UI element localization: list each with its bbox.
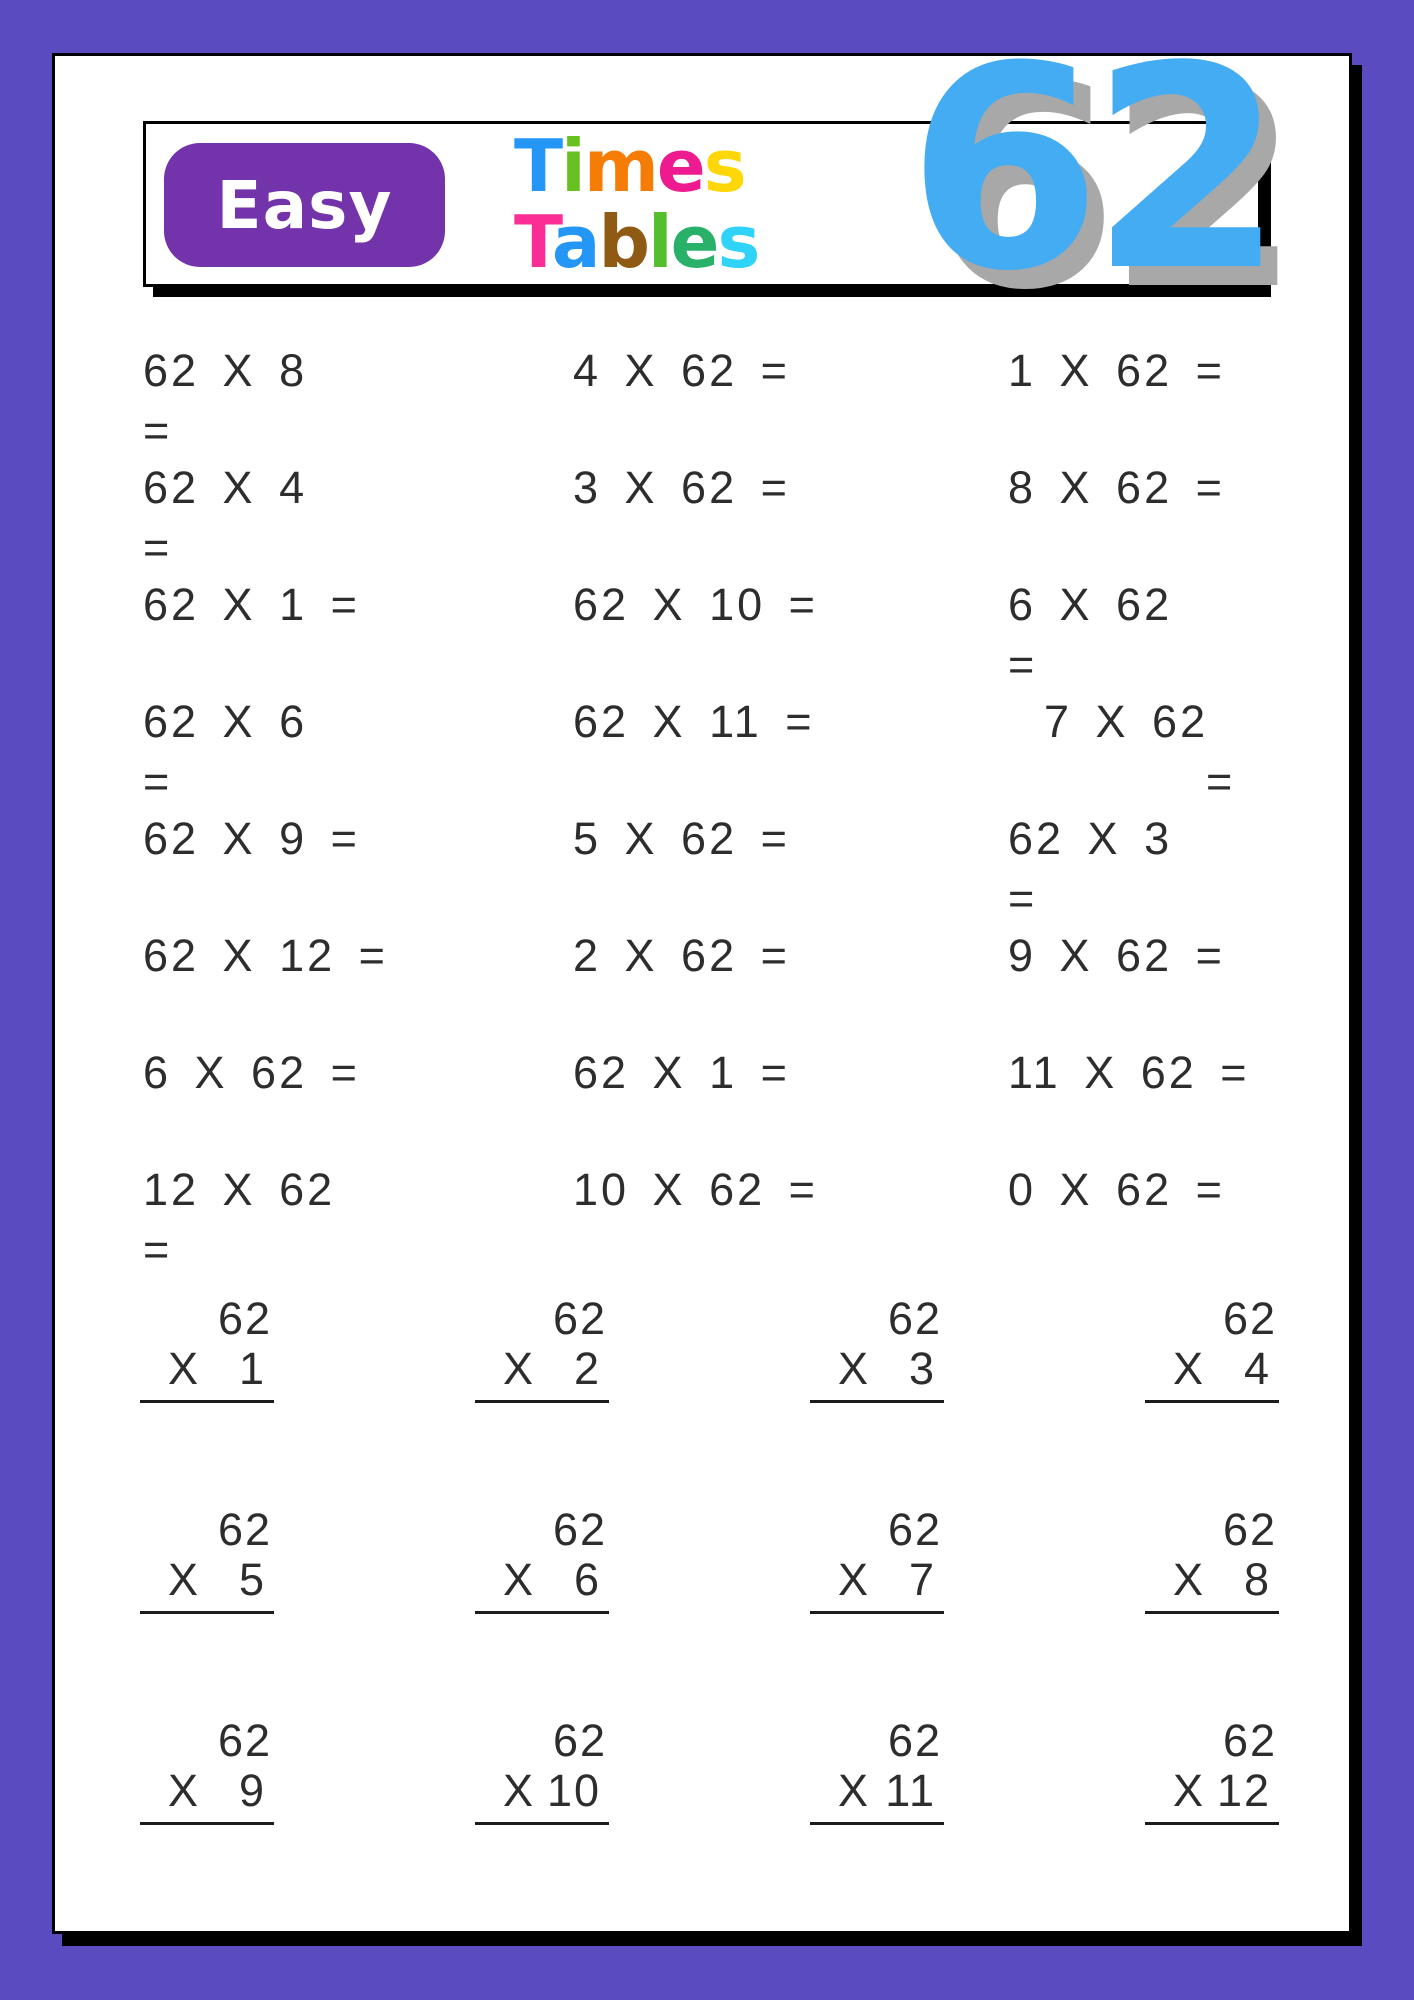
problem-text: 1 X 62 = [1008,345,1225,396]
logo-letter: l [647,200,671,284]
problem-text: 62 X 8 [143,345,308,396]
multiply-operator: X [503,1765,536,1816]
logo-letter: a [551,200,599,284]
answer-line [475,1822,609,1825]
multiplication-problem [573,926,1008,1043]
problem-text: 62 X 3 [1008,813,1173,864]
problem-text: 12 X 62 [143,1164,336,1215]
problem-text: 62 X 6 [143,696,308,747]
multiplier: 7 [908,1554,936,1605]
multiplier: 3 [908,1343,936,1394]
multiplication-problem [143,458,573,575]
problem-text: 62 X 10 = [573,579,818,630]
multiply-operator: X [503,1343,536,1394]
multiplication-problem [573,458,1008,575]
answer-line [140,1611,274,1614]
equals-sign: = [143,756,173,807]
multiplication-problem [573,692,1008,809]
logo-letter: T [514,200,552,284]
logo-letter: i [561,124,584,208]
vertical-multiplication-problem [810,1716,944,1927]
logo-letter: e [670,200,718,284]
multiply-operator: X [838,1343,871,1394]
worksheet-page [52,7,1352,1934]
vertical-multiplication-problem [1145,1294,1279,1505]
problem-text: 6 X 62 = [143,1047,360,1098]
top-operand: 62 [552,1293,607,1344]
multiplier: 6 [573,1554,601,1605]
problem-text: 62 X 12 = [143,930,388,981]
top-operand: 62 [552,1504,607,1555]
table-number: 62 [907,7,1273,333]
problem-text: 62 X 11 = [573,696,815,747]
multiplier: 8 [1243,1554,1271,1605]
problem-text: 62 X 4 [143,462,308,513]
answer-line [1145,1822,1279,1825]
answer-line [475,1611,609,1614]
multiply-operator: X [168,1554,201,1605]
vertical-multiplication-problem [1145,1716,1279,1927]
equals-sign: = [143,522,173,573]
problem-text: 3 X 62 = [573,462,790,513]
vertical-multiplication-problem [140,1716,274,1927]
problem-text: 62 X 1 = [573,1047,790,1098]
problem-text: 5 X 62 = [573,813,790,864]
operator-row [475,1555,609,1605]
top-operand: 62 [1222,1293,1277,1344]
operator-row [1145,1555,1279,1605]
multiplication-problem [573,1043,1008,1160]
operator-row [810,1766,944,1816]
problem-text: 6 X 62 [1008,579,1173,630]
top-operand: 62 [552,1715,607,1766]
multiplication-problem [143,926,573,1043]
multiplier: 4 [1243,1343,1271,1394]
easy-badge [164,143,445,267]
problem-text: 9 X 62 = [1008,930,1225,981]
multiplier: 5 [238,1554,266,1605]
equals-sign: = [143,1224,173,1275]
multiply-operator: X [1173,1765,1206,1816]
answer-line [810,1822,944,1825]
answer-line [1145,1611,1279,1614]
multiplication-problem [1008,692,1353,809]
answer-line [810,1400,944,1403]
multiplication-problem [573,341,1008,458]
multiply-operator: X [838,1765,871,1816]
multiply-operator: X [1173,1554,1206,1605]
top-operand: 62 [887,1293,942,1344]
multiplication-problem [573,809,1008,926]
problem-text: 10 X 62 = [573,1164,818,1215]
vertical-multiplication-problem [475,1294,609,1505]
operator-row [1145,1344,1279,1394]
top-operand: 62 [1222,1715,1277,1766]
multiplication-problem [143,341,573,458]
multiply-operator: X [838,1554,871,1605]
logo-word [514,200,759,284]
multiplication-problem [143,809,573,926]
multiply-operator: X [503,1554,536,1605]
multiplication-problem [1008,809,1353,926]
answer-line [1145,1400,1279,1403]
operator-row [140,1344,274,1394]
answer-line [810,1611,944,1614]
problem-text: 62 X 1 = [143,579,360,630]
multiplication-problem [1008,1043,1353,1160]
problem-text: 11 X 62 = [1008,1047,1250,1098]
times-tables-logo [514,124,759,284]
equals-sign: = [1008,639,1038,690]
multiplier: 12 [1216,1765,1271,1816]
vertical-multiplication-problem [140,1294,274,1505]
multiplication-problem [1008,1160,1353,1277]
problem-text: 7 X 62 [1044,696,1209,747]
multiply-operator: X [168,1343,201,1394]
operator-row [140,1766,274,1816]
multiplication-problem [1008,575,1353,692]
multiplication-problem [143,692,573,809]
vertical-problems-grid [140,1294,1414,1927]
operator-row [140,1555,274,1605]
logo-letter: e [656,124,704,208]
multiplication-problem [1008,341,1353,458]
multiply-operator: X [168,1765,201,1816]
vertical-multiplication-problem [1145,1505,1279,1716]
multiplier: 11 [885,1765,936,1816]
multiplication-problem [1008,926,1353,1043]
multiplication-problem [1008,458,1353,575]
vertical-multiplication-problem [810,1505,944,1716]
multiply-operator: X [1173,1343,1206,1394]
equals-sign: = [1008,873,1038,924]
logo-letter: m [583,124,657,208]
problem-text: 4 X 62 = [573,345,790,396]
top-operand: 62 [217,1504,272,1555]
horizontal-problems-grid [143,341,1353,1277]
multiplier: 2 [573,1343,601,1394]
vertical-multiplication-problem [140,1505,274,1716]
answer-line [140,1400,274,1403]
logo-letter: s [703,124,745,208]
operator-row [475,1344,609,1394]
multiplication-problem [143,575,573,692]
top-operand: 62 [887,1504,942,1555]
multiplier: 10 [546,1765,601,1816]
easy-badge-label: Easy [216,166,393,244]
multiplication-problem [573,1160,1008,1277]
multiplier: 1 [238,1343,266,1394]
problem-text: 2 X 62 = [573,930,790,981]
problem-text: 8 X 62 = [1008,462,1225,513]
top-operand: 62 [1222,1504,1277,1555]
problem-text: 0 X 62 = [1008,1164,1225,1215]
logo-letter: T [514,124,562,208]
multiplier: 9 [238,1765,266,1816]
operator-row [475,1766,609,1816]
problem-text: 62 X 9 = [143,813,360,864]
vertical-multiplication-problem [475,1505,609,1716]
multiplication-problem [143,1160,573,1277]
top-operand: 62 [217,1715,272,1766]
operator-row [810,1555,944,1605]
multiplication-problem [573,575,1008,692]
equals-sign: = [1206,756,1236,807]
answer-line [140,1822,274,1825]
logo-word [514,124,758,208]
top-operand: 62 [217,1293,272,1344]
vertical-multiplication-problem [475,1716,609,1927]
logo-letter: s [717,200,759,284]
vertical-multiplication-problem [810,1294,944,1505]
logo-letter: b [598,200,648,284]
operator-row [810,1344,944,1394]
answer-line [475,1400,609,1403]
equals-sign: = [143,405,173,456]
top-operand: 62 [887,1715,942,1766]
multiplication-problem [143,1043,573,1160]
operator-row [1145,1766,1279,1816]
